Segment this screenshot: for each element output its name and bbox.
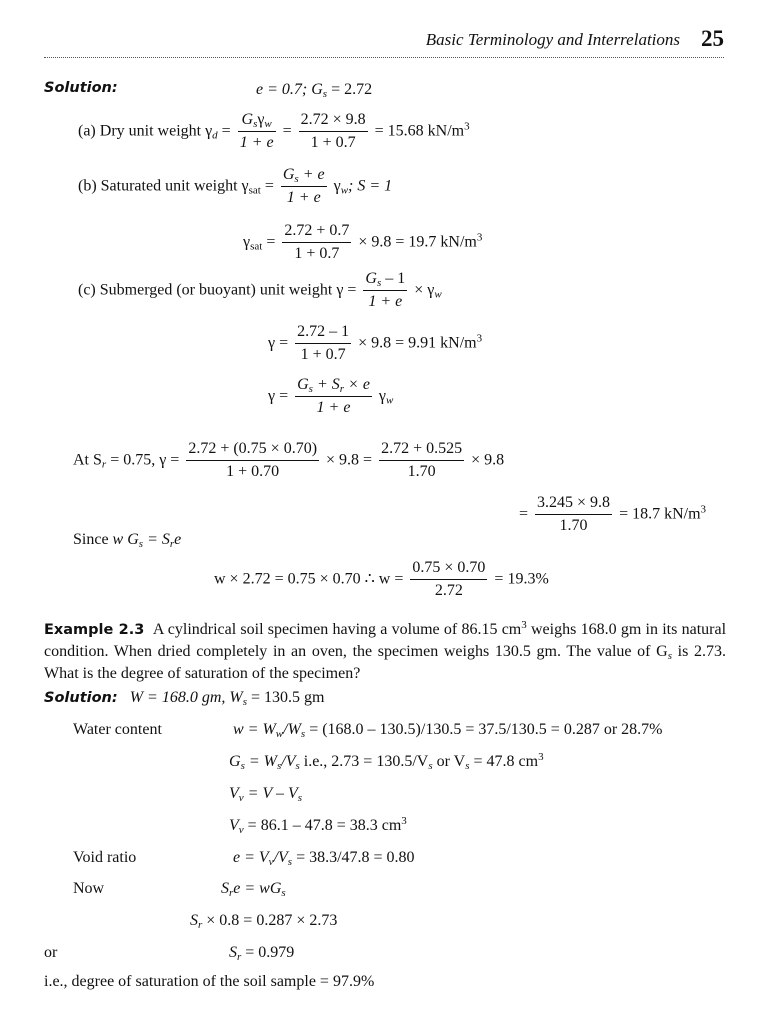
header-rule (44, 57, 724, 58)
page-number: 25 (701, 26, 724, 51)
fraction: $\frac{G_s + S_r \times e}{1 + e}$ (297, 376, 370, 417)
saturation-relation: $S_re = wG_s$ (221, 880, 286, 899)
fraction: $\frac{0.75 \times 0.70}{2.72}$ (412, 559, 486, 600)
running-header-title: Basic Terminology and Interrelations (425, 30, 680, 49)
void-volume-calculation: $V_v = 86.1 - 47.8 = 38.3$ $cm^3$ (229, 815, 407, 836)
example-2-3-statement: Example 2.3 A cylindrical soil specimen having a volume of 86.15 $cm^3$ weighs 168.0 gm in its natural condition. When dried completely in an oven, the specimen weighs 130.5 gm. The value of $G_s$ is 2.73. What is the degree of saturation of the specimen? (44, 619, 727, 682)
fraction: $\frac{2.72 + 0.525}{1.70}$ (381, 440, 463, 481)
saturation-result: $S_r = 0.979$ (229, 944, 295, 963)
fraction: $\frac{2.72 \times 9.8}{1 + 0.7}$ (300, 111, 366, 152)
solution-label: Solution: (44, 80, 118, 96)
saturated-unit-weight-result: $\gamma_{sat}$ = $\frac{2.72 + 0.7}{1 + 0.7}$ × 9.8 = 19.7 $kN/m^3$ (243, 222, 483, 263)
conclusion: i.e., degree of saturation of the soil sample = 97.9% (44, 973, 375, 990)
partial-saturation-equation: At $S_r = 0.75$, γ = $\frac{2.72 + (0.75 \times 0.70)}{1 + 0.70}$ × 9.8 = $\frac{2.72 + 0.525}{1.70}$ × 9.8 (73, 440, 505, 481)
saturation-substitution: $S_r \times 0.8 = 0.287 \times 2.73$ (190, 912, 338, 931)
fraction: $\frac{G_s - 1}{1 + e}$ (365, 270, 406, 311)
void-ratio-label: Void ratio (73, 849, 137, 866)
solid-volume-calculation: $G_s = W_s/V_s$ i.e., $2.73 = 130.5/V_s$ or $V_s = 47.8$ $cm^3$ (229, 751, 544, 772)
or-label: or (44, 944, 58, 961)
fraction: $\frac{2.72 + (0.75 \times 0.70)}{1 + 0.70}$ (188, 440, 318, 481)
fraction: $\frac{2.72 + 0.7}{1 + 0.7}$ (284, 222, 350, 263)
saturated-unit-weight-equation: (b) Saturated unit weight $\gamma_{sat}$ = $\frac{G_s + e}{1 + e}$ $\gamma_w$; S = 1 (78, 166, 393, 207)
fraction: $\frac{2.72 - 1}{1 + 0.7}$ (297, 323, 350, 364)
given-values: e = 0.7; $G_s = 2.72$ (256, 81, 373, 100)
since-relation: Since w $G_s = S_re$ (73, 531, 182, 550)
fraction: $\frac{3.245 \times 9.8}{1.70}$ (537, 494, 611, 535)
water-content-equation: w × 2.72 = 0.75 × 0.70 ∴ w = $\frac{0.75 \times 0.70}{2.72}$ = 19.3% (214, 559, 549, 600)
fraction: $\frac{G_s\gamma_w}{1 + e}$ (239, 111, 274, 152)
dry-unit-weight-equation: (a) Dry unit weight $\gamma_d$ = $\frac{G_s\gamma_w}{1 + e}$ = $\frac{2.72 \times 9.8}{1 + 0.7}$ = 15.68 $kN/m^3$ (78, 111, 470, 152)
water-content-label: Water content (73, 721, 162, 738)
partial-saturation-result: = $\frac{3.245 \times 9.8}{1.70}$ = 18.7 $kN/m^3$ (519, 494, 707, 535)
submerged-unit-weight-result: γ = $\frac{2.72 - 1}{1 + 0.7}$ × 9.8 = 9.91 $kN/m^3$ (268, 323, 483, 364)
example-label: Example 2.3 (44, 622, 145, 638)
solution-2-given: Solution: W = 168.0 gm, $W_s = 130.5$ gm (44, 689, 325, 708)
water-content-calculation: $w = W_w/W_s = (168.0 - 130.5)/130.5 = 37.5/130.5 = 0.287$ or 28.7% (233, 721, 663, 740)
void-volume-relation: $V_v = V - V_s$ (229, 785, 303, 804)
submerged-unit-weight-equation: (c) Submerged (or buoyant) unit weight γ = $\frac{G_s - 1}{1 + e}$ × $\gamma_w$ (78, 270, 442, 311)
now-label: Now (73, 880, 105, 897)
solution-label: Solution: (44, 690, 118, 706)
general-unit-weight-equation: γ = $\frac{G_s + S_r \times e}{1 + e}$ $\gamma_w$ (268, 376, 394, 417)
fraction: $\frac{G_s + e}{1 + e}$ (282, 166, 325, 207)
void-ratio-calculation: $e = V_v/V_s = 38.3/47.8 = 0.80$ (233, 849, 415, 868)
